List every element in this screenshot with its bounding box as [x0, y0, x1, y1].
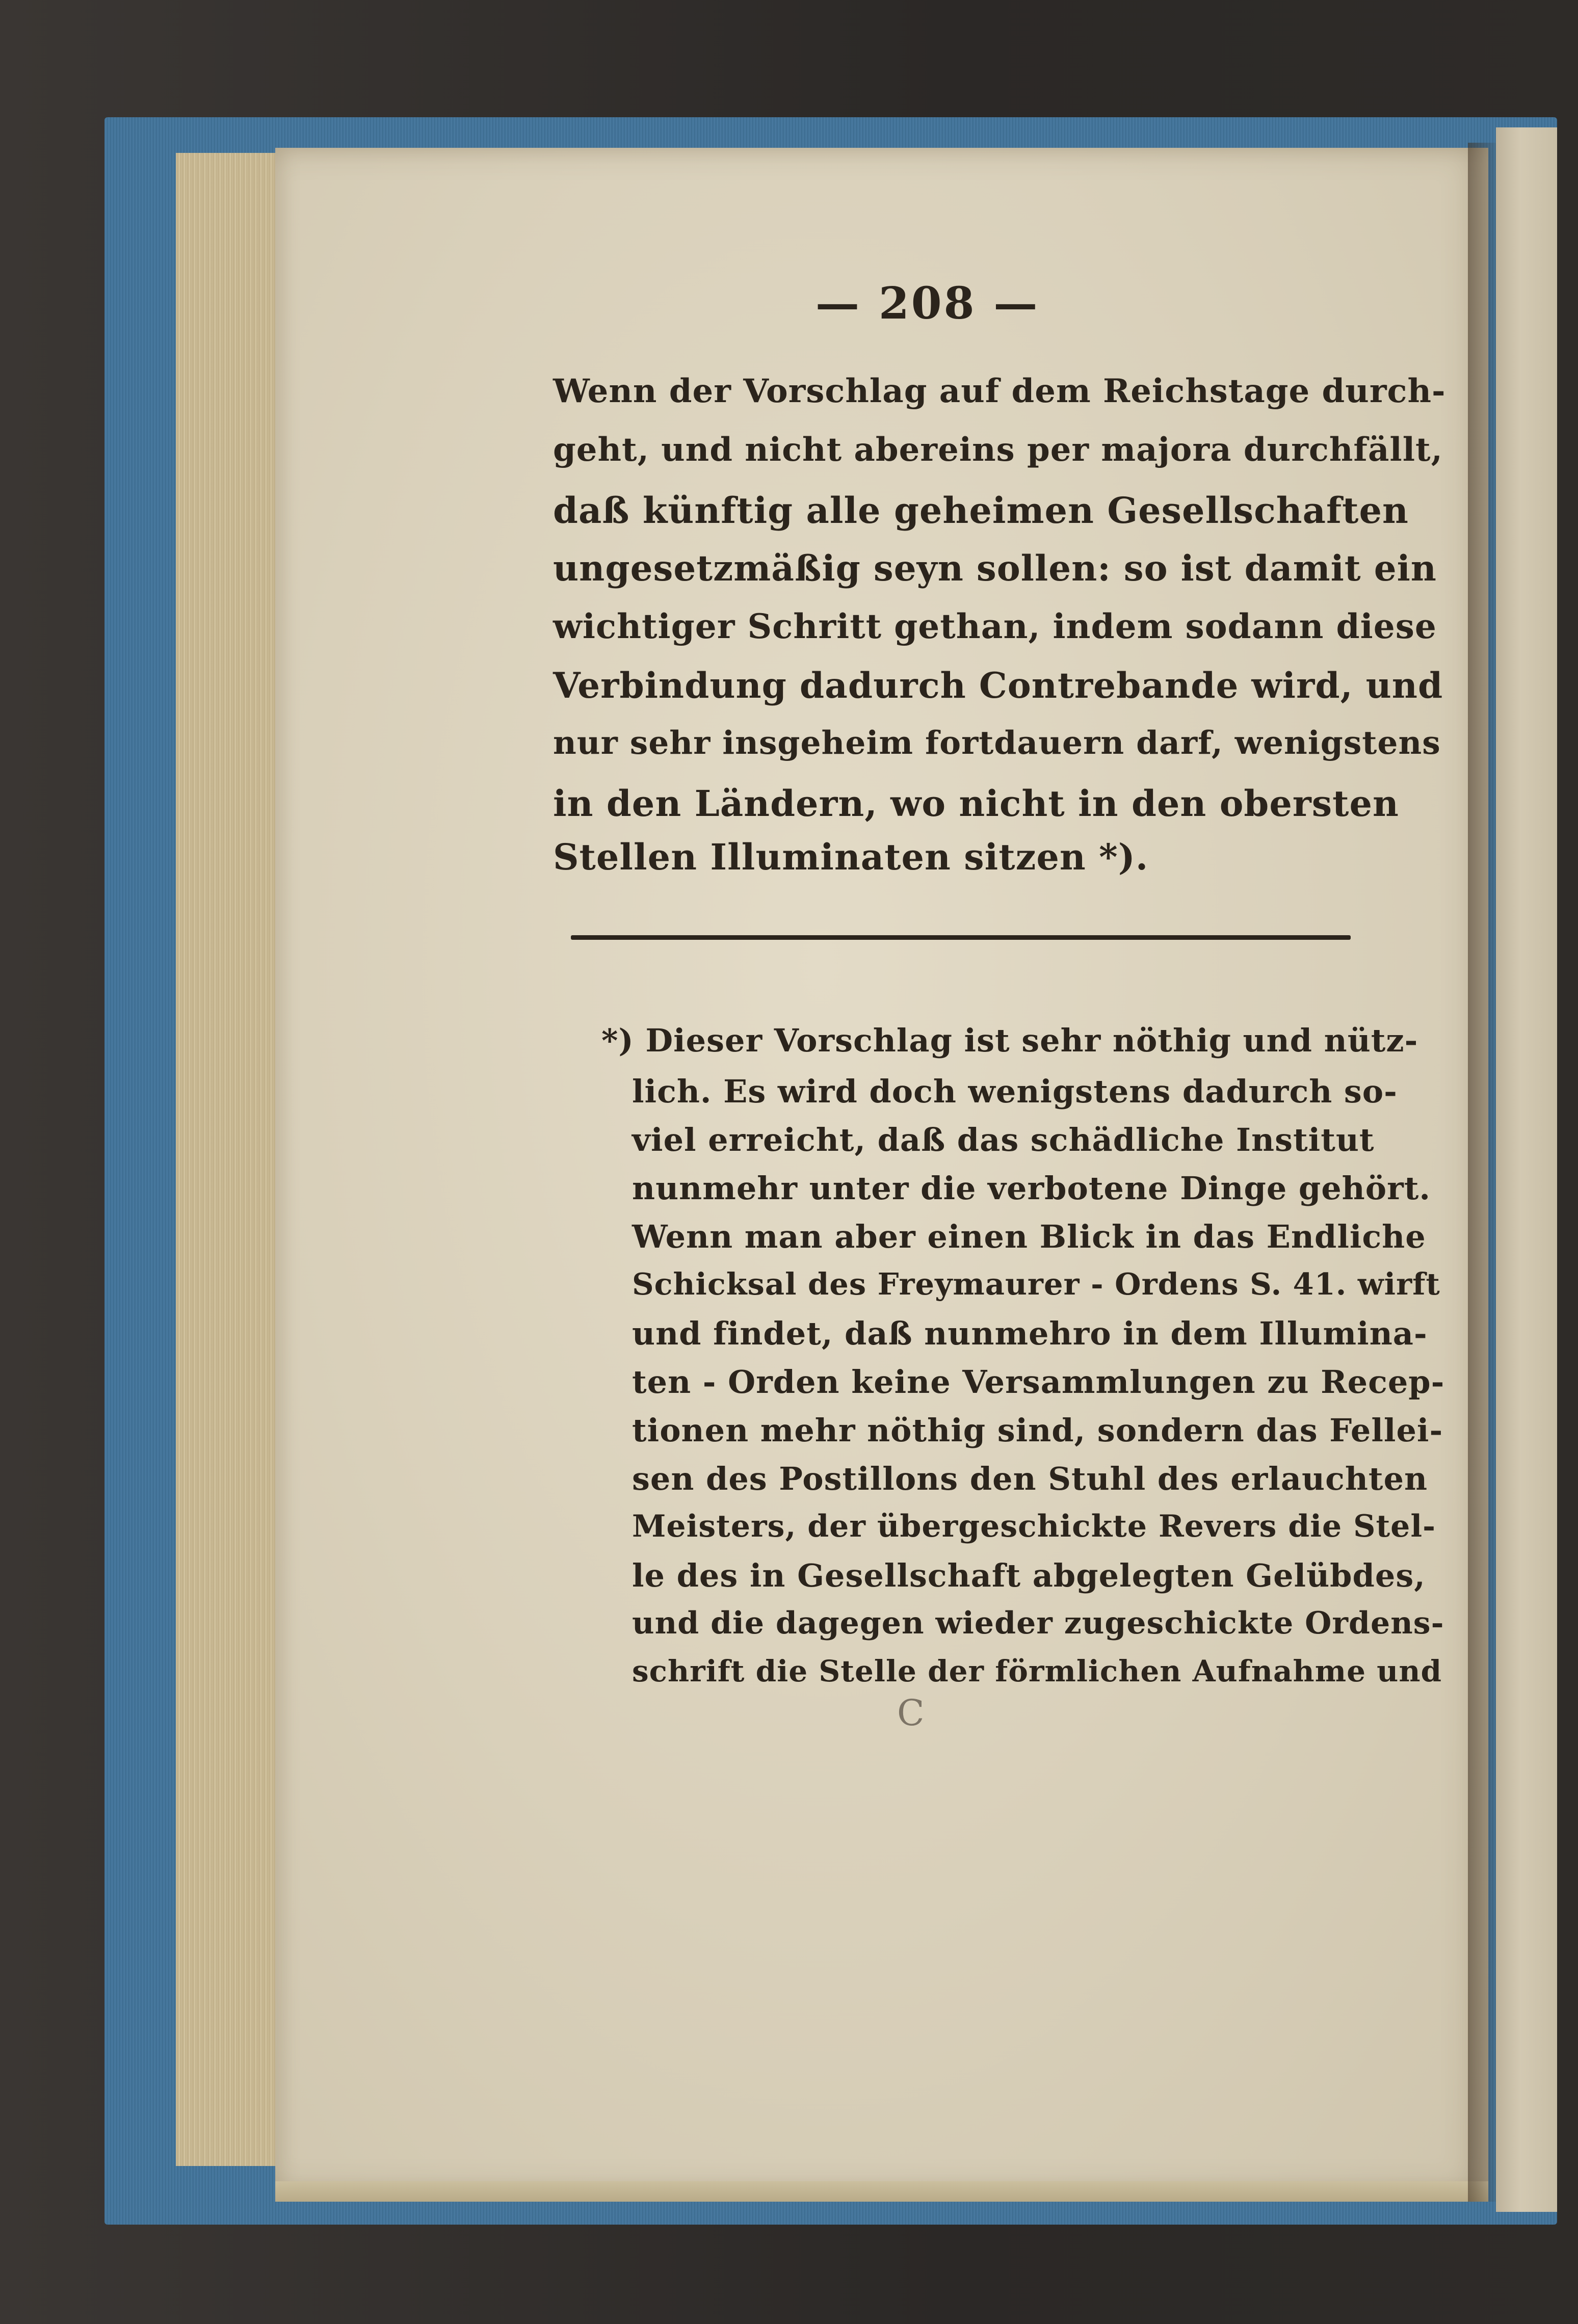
footnote-line: ten - Orden keine Versammlungen zu Recep-: [632, 1363, 1445, 1401]
footnote-line: tionen mehr nöthig sind, sondern das Fellei-: [632, 1412, 1443, 1449]
footnote-line: Schicksal des Freymaurer - Ordens S. 41. wirft: [632, 1266, 1440, 1302]
footnote-line: viel erreicht, daß das schädliche Institut: [632, 1121, 1375, 1158]
footnote-line: nunmehr unter die verbotene Dinge gehört.: [632, 1170, 1431, 1207]
facing-page-sliver: [1496, 127, 1557, 2212]
text-line: nur sehr insgeheim fortdauern darf, wenigstens: [553, 724, 1441, 761]
footnote-line: lich. Es wird doch wenigstens dadurch so-: [632, 1073, 1398, 1110]
footnote-line: le des in Gesellschaft abgelegten Gelübdes,: [632, 1557, 1426, 1594]
footnote-line: sen des Postillons den Stuhl des erlauchten: [632, 1460, 1428, 1497]
page-edges: [176, 153, 285, 2166]
footnote-rule: [571, 935, 1351, 940]
footnote-line: Wenn man aber einen Blick in das Endliche: [632, 1218, 1426, 1255]
footnote-line: *) Dieser Vorschlag ist sehr nöthig und nütz-: [601, 1022, 1418, 1059]
footnote-line: Meisters, der übergeschickte Revers die Stel-: [632, 1509, 1436, 1544]
page-number: — 208 —: [816, 278, 1040, 329]
text-line: daß künftig alle geheimen Gesellschaften: [553, 489, 1409, 532]
footnote-line: und die dagegen wieder zugeschickte Ordens-: [632, 1605, 1444, 1641]
text-line: Verbindung dadurch Contrebande wird, und: [553, 665, 1443, 706]
text-line: in den Ländern, wo nicht in den obersten: [553, 782, 1399, 825]
catchword: C: [897, 1692, 925, 1734]
footnote-line: und findet, daß nunmehro in dem Illumina-: [632, 1315, 1428, 1352]
text-line: Stellen Illuminaten sitzen *).: [553, 836, 1149, 878]
page-bottom-edge: [275, 2181, 1488, 2202]
text-line: wichtiger Schritt gethan, indem sodann diese: [553, 606, 1437, 646]
text-line: geht, und nicht abereins per majora durchfällt,: [553, 431, 1443, 469]
text-line: Wenn der Vorschlag auf dem Reichstage durch-: [553, 372, 1446, 410]
text-line: ungesetzmäßig seyn sollen: so ist damit ein: [553, 548, 1437, 589]
footnote-line: schrift die Stelle der förmlichen Aufnahme und: [632, 1654, 1442, 1688]
gutter-shadow: [1468, 143, 1498, 2202]
